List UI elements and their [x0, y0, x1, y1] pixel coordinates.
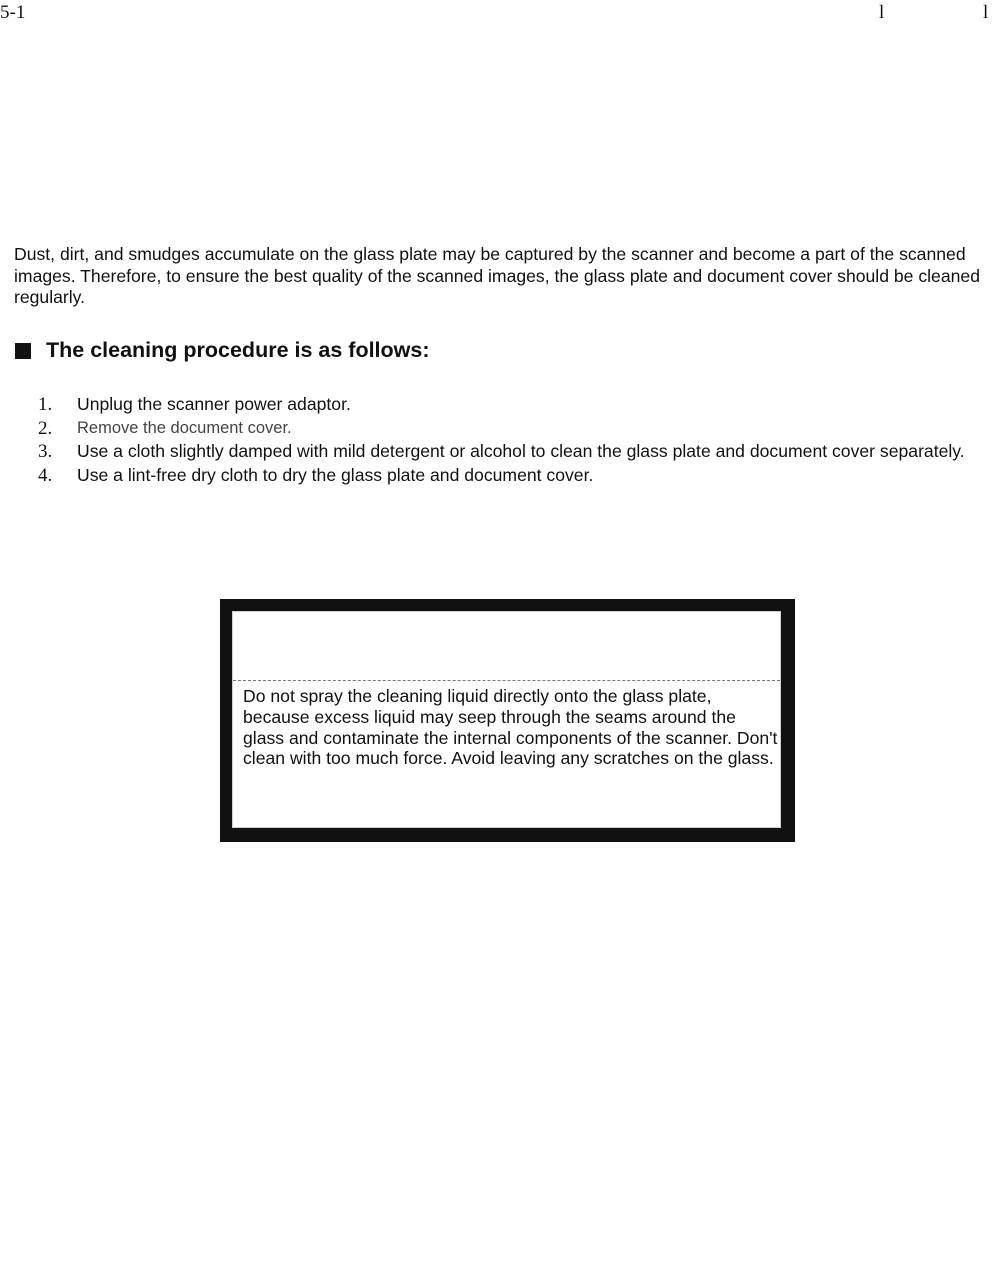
caution-note-text: Do not spray the cleaning liquid directly onto the glass plate, because excess liquid may seep through the seams around the glass and contaminate the internal components of the scanner. Don't clean with too much force. Avoid leaving any scratches on the glass. [243, 686, 778, 769]
section-heading-text: The cleaning procedure is as follows: [46, 338, 430, 362]
note-divider [233, 680, 780, 681]
step-number: 2. [38, 417, 53, 439]
step-text: Use a lint-free dry cloth to dry the glass plate and document cover. [77, 464, 594, 485]
caution-note-box [220, 599, 795, 842]
list-item [38, 417, 978, 441]
list-item [38, 393, 978, 417]
step-number: 4. [38, 464, 53, 486]
square-bullet-icon [15, 343, 31, 359]
list-item [38, 440, 978, 464]
page-number: 5-1 [0, 2, 26, 23]
section-heading [15, 338, 430, 363]
cleaning-steps-list [38, 393, 978, 487]
step-text: Use a cloth slightly damped with mild detergent or alcohol to clean the glass plate and document cover separately. [77, 441, 965, 461]
step-number: 1. [38, 394, 53, 415]
intro-paragraph: Dust, dirt, and smudges accumulate on the glass plate may be captured by the scanner and become a part of the scanned images. Therefore, to ensure the best quality of the scanned images, the glass plate and document cover should be cleaned regularly. [14, 244, 980, 307]
list-item [38, 464, 978, 488]
caution-note-panel [232, 611, 781, 828]
header-mark: l [879, 2, 885, 23]
header-mark: l [983, 2, 989, 23]
step-text: Unplug the scanner power adaptor. [77, 394, 351, 414]
step-number: 3. [38, 441, 53, 462]
step-text: Remove the document cover. [77, 418, 292, 437]
